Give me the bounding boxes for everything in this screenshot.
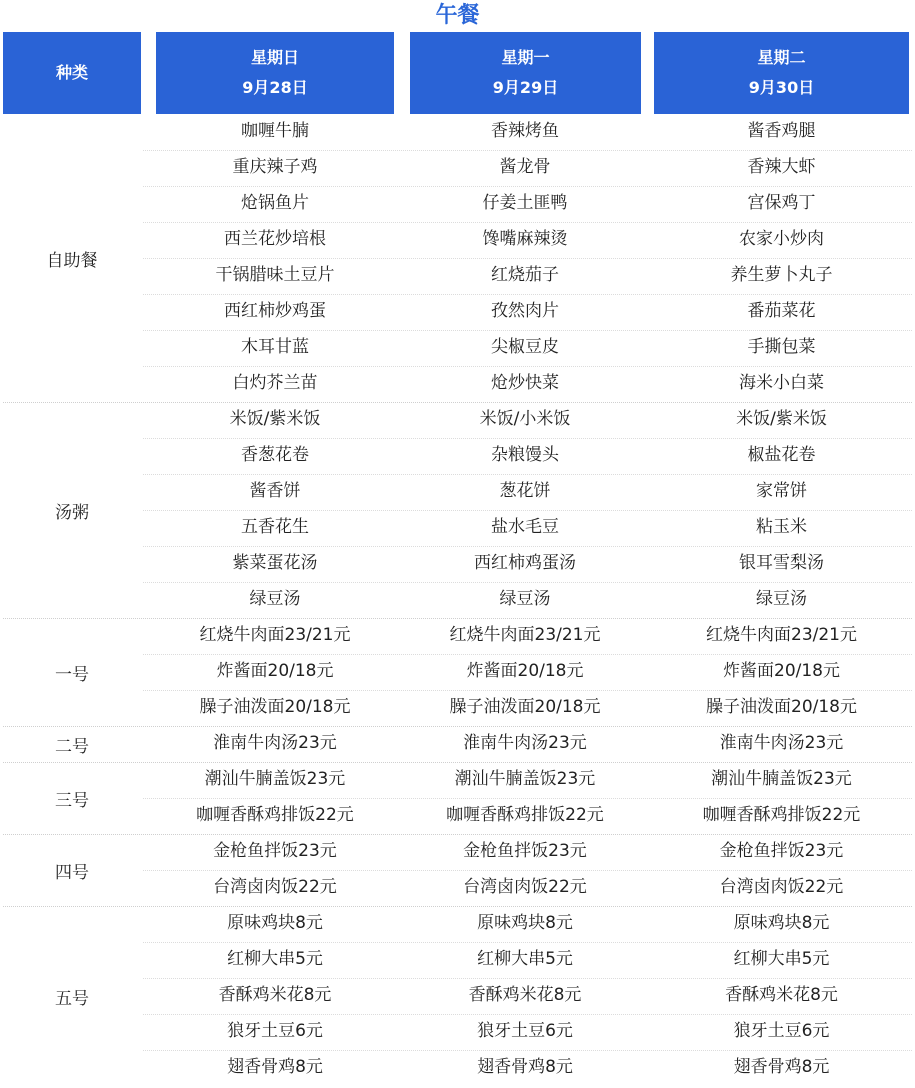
menu-item: 葱花饼 xyxy=(499,481,551,501)
menu-item: 西红柿鸡蛋汤 xyxy=(474,553,576,573)
category-label: 自助餐 xyxy=(46,250,98,271)
menu-item: 红柳大串5元 xyxy=(227,949,323,969)
menu-item: 粘玉米 xyxy=(756,517,807,537)
menu-item: 咖喱香酥鸡排饭22元 xyxy=(446,805,604,825)
menu-item: 红柳大串5元 xyxy=(477,949,573,969)
menu-item: 金枪鱼拌饭23元 xyxy=(463,841,587,861)
menu-item: 干锅腊味土豆片 xyxy=(215,265,335,285)
menu-item: 红烧牛肉面23/21元 xyxy=(449,625,601,645)
menu-item: 红烧茄子 xyxy=(491,265,559,285)
menu-item: 绿豆汤 xyxy=(249,589,301,609)
menu-item: 臊子油泼面20/18元 xyxy=(199,697,351,717)
menu-item: 孜然肉片 xyxy=(491,301,559,321)
menu-item: 台湾卤肉饭22元 xyxy=(719,877,844,897)
header-date: 9月28日 xyxy=(242,78,308,97)
menu-item: 炸酱面20/18元 xyxy=(466,661,584,681)
menu-item: 淮南牛肉汤23元 xyxy=(719,733,844,753)
menu-item: 酱龙骨 xyxy=(499,157,551,177)
menu-item: 家常饼 xyxy=(756,481,807,501)
menu-item: 淮南牛肉汤23元 xyxy=(213,733,337,753)
menu-item: 红烧牛肉面23/21元 xyxy=(706,625,857,645)
menu-item: 银耳雪梨汤 xyxy=(739,553,824,573)
menu-item: 紫菜蛋花汤 xyxy=(232,553,318,573)
menu-item: 番茄菜花 xyxy=(747,301,816,321)
menu-item: 米饭/小米饭 xyxy=(479,409,571,429)
menu-item: 海米小白菜 xyxy=(739,373,824,393)
menu-item: 手撕包菜 xyxy=(747,337,816,357)
header-date: 9月29日 xyxy=(492,78,559,97)
menu-item: 宫保鸡丁 xyxy=(747,193,816,213)
menu-item: 淮南牛肉汤23元 xyxy=(463,733,587,753)
menu-item: 原味鸡块8元 xyxy=(477,913,573,933)
header-day-monday xyxy=(410,32,641,114)
menu-item: 西兰花炒培根 xyxy=(224,229,326,249)
menu-item: 狼牙土豆6元 xyxy=(477,1021,573,1041)
page-title: 午餐 xyxy=(435,3,480,28)
menu-item: 金枪鱼拌饭23元 xyxy=(719,841,844,861)
menu-item: 翅香骨鸡8元 xyxy=(227,1057,323,1077)
menu-item: 潮汕牛腩盖饭23元 xyxy=(204,769,346,789)
menu-item: 绿豆汤 xyxy=(756,589,807,609)
menu-item: 酱香饼 xyxy=(249,481,301,501)
menu-item: 翅香骨鸡8元 xyxy=(733,1057,830,1077)
header-weekday: 星期一 xyxy=(501,48,550,67)
menu-item: 红柳大串5元 xyxy=(733,949,830,969)
category-label: 五号 xyxy=(55,988,89,1009)
menu-item: 绿豆汤 xyxy=(499,589,551,609)
category-label: 二号 xyxy=(55,736,89,757)
category-label: 四号 xyxy=(55,862,89,883)
menu-item: 香辣大虾 xyxy=(747,157,816,177)
menu-item: 炝锅鱼片 xyxy=(241,193,309,213)
header-day-sunday xyxy=(156,32,394,114)
menu-item: 木耳甘蓝 xyxy=(241,337,309,357)
menu-item: 炸酱面20/18元 xyxy=(216,661,334,681)
menu-item: 臊子油泼面20/18元 xyxy=(706,697,857,717)
menu-item: 米饭/紫米饭 xyxy=(736,409,827,429)
menu-item: 原味鸡块8元 xyxy=(733,913,830,933)
menu-item: 农家小炒肉 xyxy=(739,229,824,249)
header-category xyxy=(3,32,141,114)
category-label: 一号 xyxy=(55,664,89,685)
menu-item: 台湾卤肉饭22元 xyxy=(213,877,337,897)
menu-item: 香葱花卷 xyxy=(241,445,309,465)
menu-item: 潮汕牛腩盖饭23元 xyxy=(454,769,596,789)
category-label: 汤粥 xyxy=(55,502,89,523)
menu-item: 金枪鱼拌饭23元 xyxy=(213,841,337,861)
menu-item: 炝炒快菜 xyxy=(491,373,559,393)
menu-item: 咖喱香酥鸡排饭22元 xyxy=(702,805,861,825)
header-day-tuesday xyxy=(654,32,909,114)
menu-item: 西红柿炒鸡蛋 xyxy=(224,301,326,321)
menu-item: 尖椒豆皮 xyxy=(491,337,559,357)
menu-item: 重庆辣子鸡 xyxy=(232,157,318,177)
menu-item: 台湾卤肉饭22元 xyxy=(463,877,587,897)
header-date: 9月30日 xyxy=(748,78,815,97)
menu-item: 红烧牛肉面23/21元 xyxy=(199,625,351,645)
menu-item: 香酥鸡米花8元 xyxy=(468,985,582,1005)
menu-item: 咖喱香酥鸡排饭22元 xyxy=(196,805,354,825)
menu-item: 潮汕牛腩盖饭23元 xyxy=(711,769,852,789)
menu-item: 酱香鸡腿 xyxy=(747,121,816,141)
header-category-label: 种类 xyxy=(55,63,88,82)
menu-item: 翅香骨鸡8元 xyxy=(477,1057,573,1077)
category-label: 三号 xyxy=(55,790,89,811)
menu-item: 香酥鸡米花8元 xyxy=(725,985,838,1005)
header-weekday: 星期二 xyxy=(757,48,806,67)
menu-item: 炸酱面20/18元 xyxy=(723,661,840,681)
menu-item: 五香花生 xyxy=(241,517,309,537)
menu-item: 狼牙土豆6元 xyxy=(733,1021,830,1041)
menu-item: 椒盐花卷 xyxy=(747,445,816,465)
menu-item: 臊子油泼面20/18元 xyxy=(449,697,601,717)
menu-item: 仔姜土匪鸭 xyxy=(482,193,568,213)
menu-item: 香辣烤鱼 xyxy=(491,121,559,141)
header-weekday: 星期日 xyxy=(250,48,299,67)
menu-item: 咖喱牛腩 xyxy=(241,121,309,141)
menu-item: 馋嘴麻辣烫 xyxy=(482,229,568,249)
menu-item: 白灼芥兰苗 xyxy=(232,373,318,393)
menu-item: 盐水毛豆 xyxy=(491,517,559,537)
menu-item: 香酥鸡米花8元 xyxy=(218,985,332,1005)
menu-item: 养生萝卜丸子 xyxy=(730,265,833,285)
menu-item: 杂粮馒头 xyxy=(491,445,559,465)
menu-item: 原味鸡块8元 xyxy=(227,913,323,933)
menu-item: 狼牙土豆6元 xyxy=(227,1021,323,1041)
menu-item: 米饭/紫米饭 xyxy=(229,409,321,429)
